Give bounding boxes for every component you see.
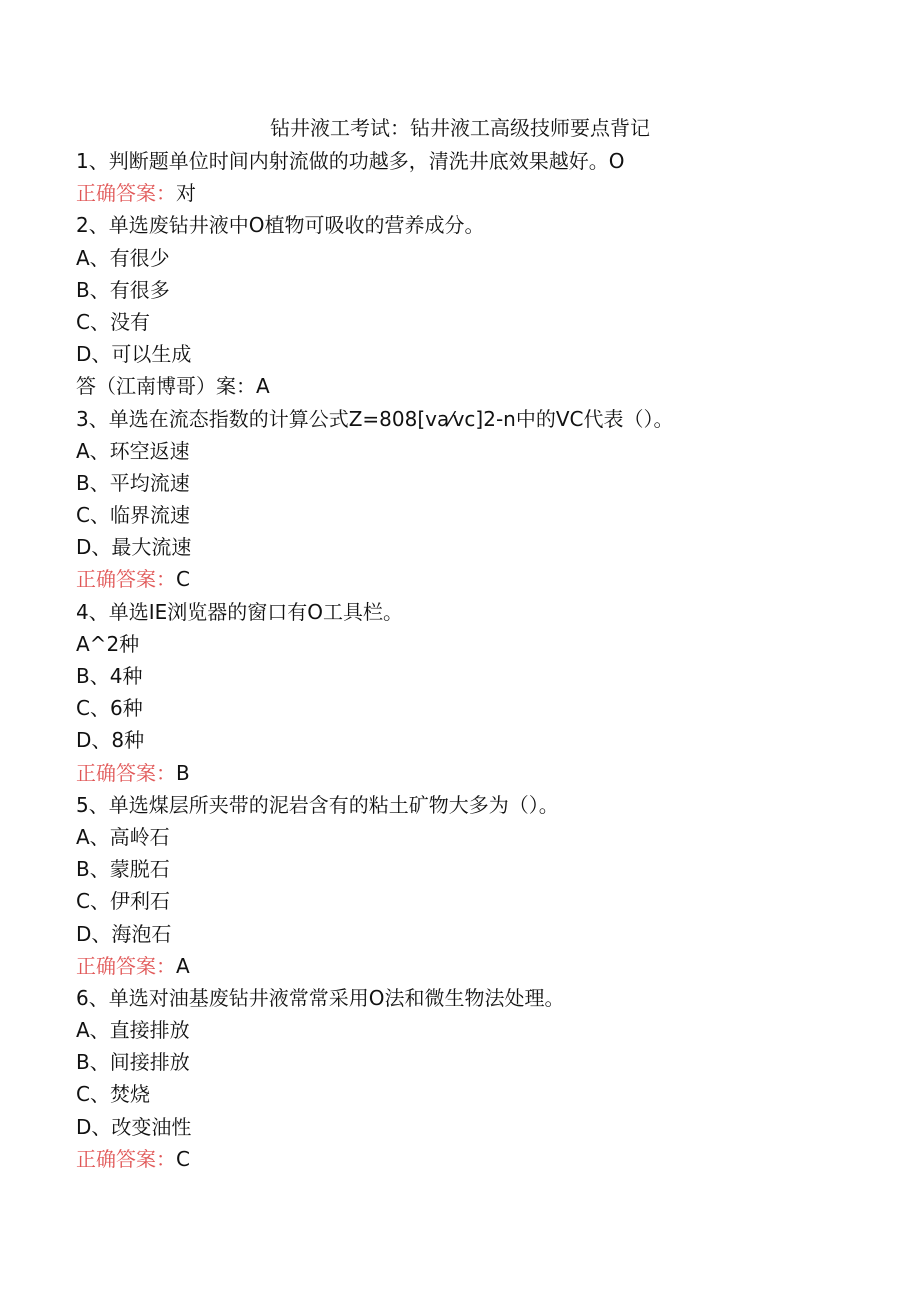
- correct-answer: [76, 950, 876, 982]
- answer-value: C: [176, 1146, 190, 1171]
- option-b: B、4种: [76, 664, 143, 688]
- question-stem: 5、单选煤层所夹带的泥岩含有的粘土矿物大多为（）。: [76, 792, 559, 817]
- correct-answer: [76, 177, 876, 209]
- correct-answer: [76, 563, 876, 595]
- option-c: C、临界流速: [76, 503, 190, 528]
- option-b: B、间接排放: [76, 1050, 190, 1075]
- question-stem: 2、单选废钻井液中O植物可吸收的营养成分。: [76, 213, 485, 238]
- answer-value: B: [176, 760, 190, 785]
- answer-label: 正确答案：: [76, 953, 176, 978]
- option-c: C、没有: [76, 309, 150, 334]
- option-d: D、海泡石: [76, 921, 172, 946]
- option-a: A、直接排放: [76, 1018, 190, 1043]
- option-a: A、有很少: [76, 245, 170, 270]
- question-stem: 4、单选IE浏览器的窗口有O工具栏。: [76, 599, 404, 624]
- option-a: A^2种: [76, 631, 140, 656]
- answer-label: 正确答案：: [76, 760, 176, 785]
- question-stem: 3、单选在流态指数的计算公式Z=808[va⁄vc]2-n中的VC代表（）。: [76, 406, 674, 431]
- option-d: D、最大流速: [76, 535, 192, 560]
- option-c: C、焚烧: [76, 1082, 150, 1107]
- answer-line: 答（江南博哥）案：A: [76, 374, 270, 399]
- question-list: [76, 145, 876, 1175]
- correct-answer: [76, 757, 876, 789]
- answer-label: 正确答案：: [76, 567, 176, 592]
- option-a: A、环空返速: [76, 438, 190, 463]
- option-c: C、6种: [76, 696, 143, 721]
- answer-label: 正确答案：: [76, 181, 176, 206]
- option-c: C、伊利石: [76, 889, 170, 914]
- page-title: 钻井液工考试：钻井液工高级技师要点背记: [270, 116, 650, 140]
- answer-value: C: [176, 567, 190, 592]
- answer-value: 对: [176, 181, 196, 206]
- option-d: D、可以生成: [76, 342, 192, 367]
- answer-value: A: [176, 953, 190, 978]
- option-b: B、平均流速: [76, 470, 190, 495]
- option-d: D、改变油性: [76, 1114, 192, 1139]
- option-b: B、有很多: [76, 277, 170, 302]
- option-b: B、蒙脱石: [76, 857, 170, 882]
- option-a: A、高岭石: [76, 824, 170, 849]
- answer-label: 正确答案：: [76, 1146, 176, 1171]
- question-stem: 6、单选对油基废钻井液常常采用O法和微生物法处理。: [76, 985, 565, 1010]
- correct-answer: [76, 1143, 876, 1175]
- option-d: D、8种: [76, 728, 145, 753]
- question-stem: 1、判断题单位时间内射流做的功越多，清洗井底效果越好。O: [76, 149, 625, 173]
